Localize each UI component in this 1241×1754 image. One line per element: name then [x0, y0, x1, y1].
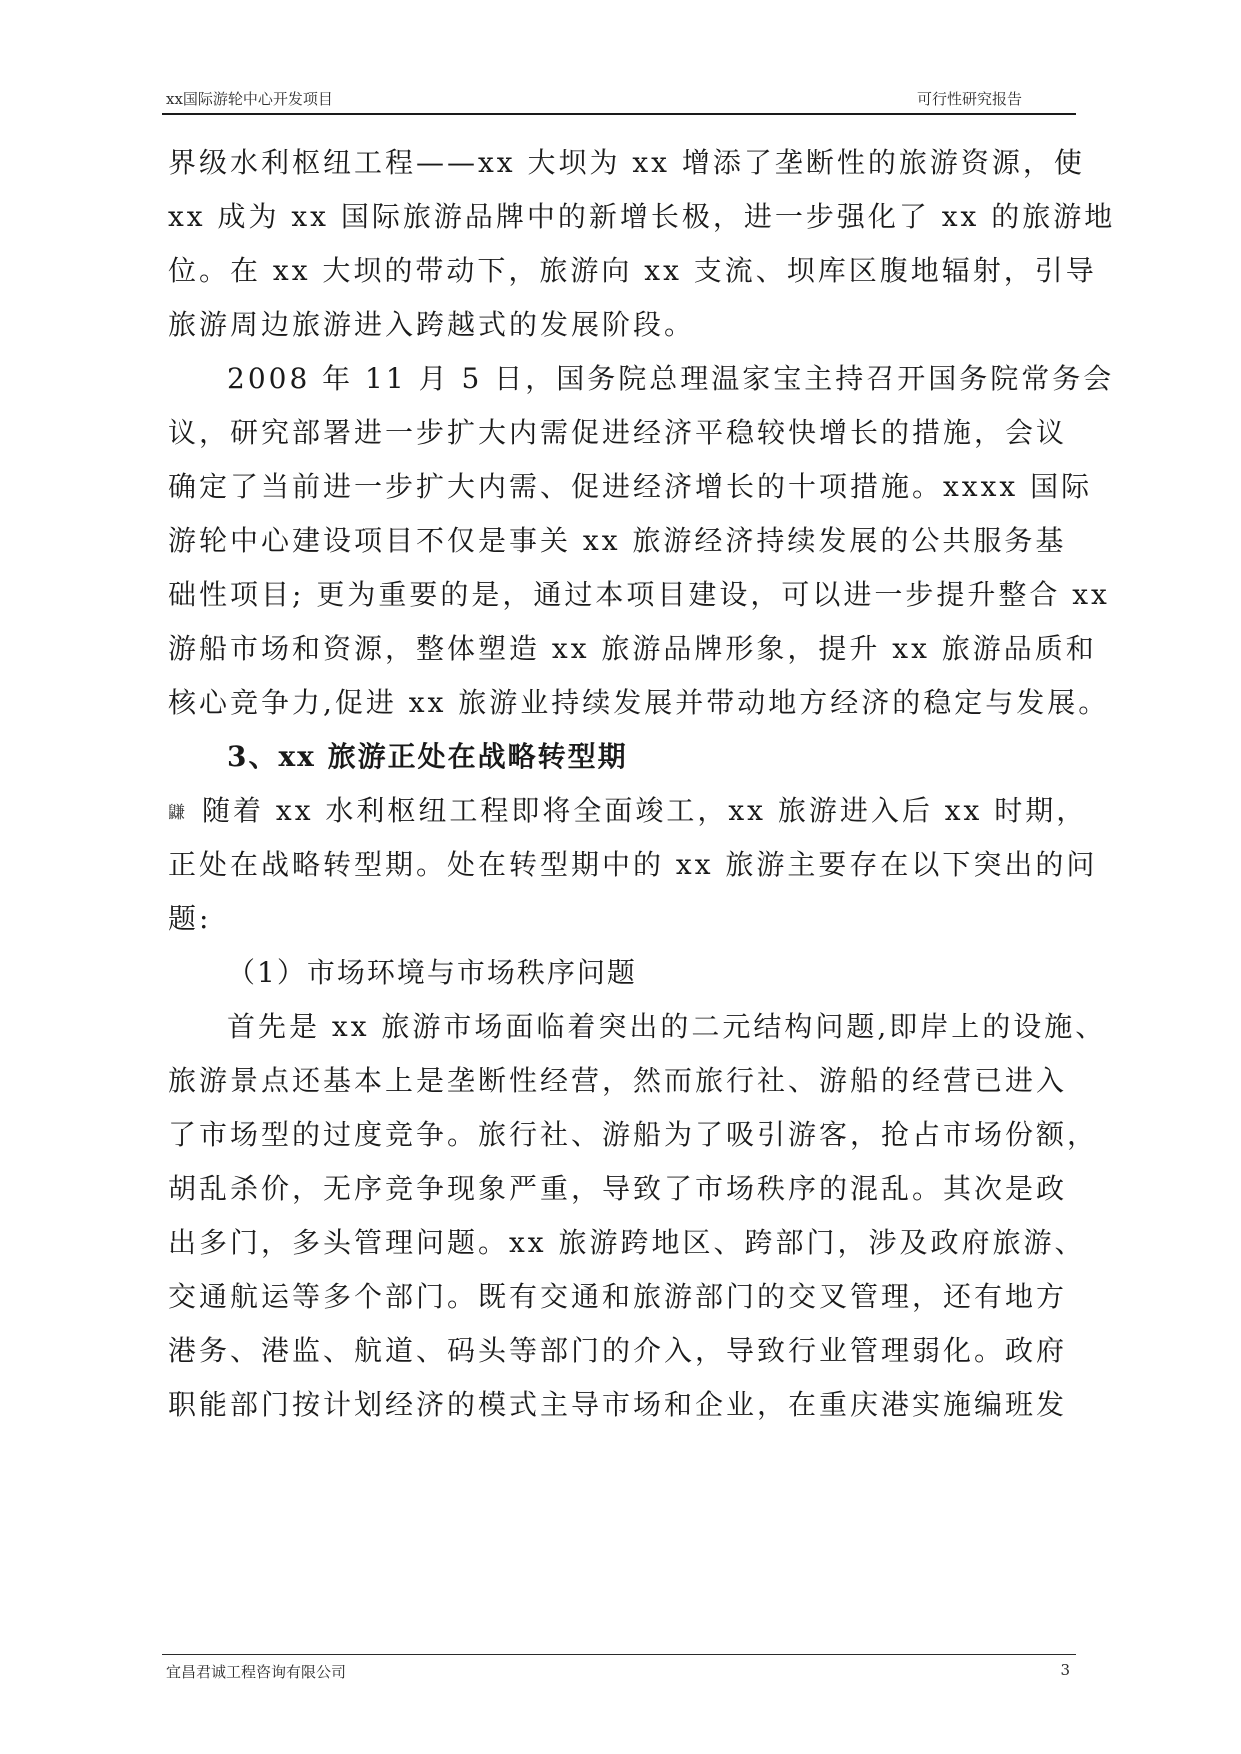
body-line: 港务、港监、航道、码头等部门的介入，导致行业管理弱化。政府: [168, 1334, 1068, 1367]
section-heading: 3、xx 旅游正处在战略转型期: [227, 740, 628, 773]
body-line: 了市场型的过度竞争。旅行社、游船为了吸引游客，抢占市场份额，: [168, 1118, 1099, 1151]
body-line: 出多门，多头管理问题。xx 旅游跨地区、跨部门，涉及政府旅游、: [168, 1226, 1086, 1259]
header-project-title: xx国际游轮中心开发项目: [166, 90, 333, 108]
page-header: [162, 84, 1076, 114]
page-footer: [162, 1661, 1076, 1687]
body-line-text: 随着 xx 水利枢纽工程即将全面竣工，xx 旅游进入后 xx 时期，: [202, 794, 1088, 827]
body-line: 职能部门按计划经济的模式主导市场和企业，在重庆港实施编班发: [168, 1388, 1068, 1421]
body-line: 旅游景点还基本上是垄断性经营，然而旅行社、游船的经营已进入: [168, 1064, 1068, 1097]
body-line: 首先是 xx 旅游市场面临着突出的二元结构问题,即岸上的设施、: [227, 1010, 1107, 1043]
body-line: 交通航运等多个部门。既有交通和旅游部门的交叉管理，还有地方: [168, 1280, 1068, 1313]
header-report-type: 可行性研究报告: [916, 90, 1022, 108]
body-line: 位。在 xx 大坝的带动下，旅游向 xx 支流、坝库区腹地辐射，引导: [168, 254, 1097, 287]
header-divider: [162, 113, 1076, 115]
body-line: 游轮中心建设项目不仅是事关 xx 旅游经济持续发展的公共服务基: [168, 524, 1067, 557]
body-line: 题:: [168, 902, 212, 935]
footer-divider: [162, 1654, 1076, 1655]
body-line: 核心竞争力,促进 xx 旅游业持续发展并带动地方经济的稳定与发展。: [168, 686, 1110, 719]
body-line: 2008 年 11 月 5 日，国务院总理温家宝主持召开国务院常务会: [227, 362, 1115, 395]
footer-company: 宜昌君诚工程咨询有限公司: [166, 1663, 347, 1681]
page-number: 3: [1060, 1661, 1070, 1679]
margin-mark: 鼸: [168, 802, 185, 823]
body-line: 础性项目; 更为重要的是，通过本项目建设，可以进一步提升整合 xx: [168, 578, 1110, 611]
subsection-heading: （1）市场环境与市场秩序问题: [227, 956, 637, 989]
body-line: 游船市场和资源，整体塑造 xx 旅游品牌形象，提升 xx 旅游品质和: [168, 632, 1097, 665]
body-line: 界级水利枢纽工程——xx 大坝为 xx 增添了垄断性的旅游资源，使: [168, 146, 1085, 179]
body-line: [168, 784, 1087, 838]
body-line: 旅游周边旅游进入跨越式的发展阶段。: [168, 308, 696, 341]
body-line: 正处在战略转型期。处在转型期中的 xx 旅游主要存在以下突出的问: [168, 848, 1098, 881]
body-line: xx 成为 xx 国际旅游品牌中的新增长极，进一步强化了 xx 的旅游地: [168, 200, 1116, 233]
body-line: 确定了当前进一步扩大内需、促进经济增长的十项措施。xxxx 国际: [168, 470, 1093, 503]
body-line: 议，研究部署进一步扩大内需促进经济平稳较快增长的措施，会议: [168, 416, 1068, 449]
body-line: 胡乱杀价，无序竞争现象严重，导致了市场秩序的混乱。其次是政: [168, 1172, 1068, 1205]
